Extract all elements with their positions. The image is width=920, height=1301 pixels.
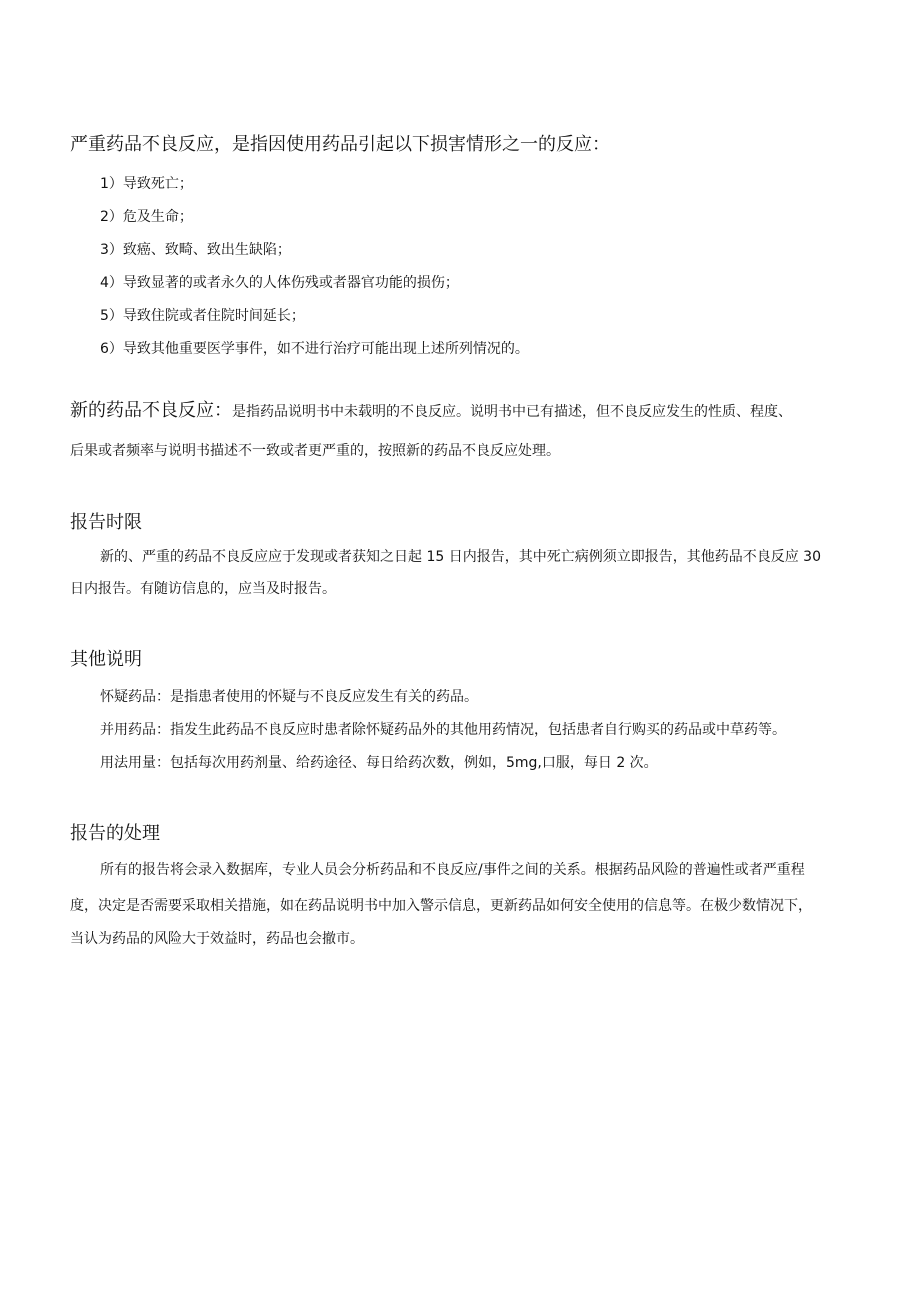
new-adr-definition-line-2: 后果或者频率与说明书描述不一致或者更严重的，按照新的药品不良反应处理。: [70, 443, 560, 459]
serious-adr-item-6: 6）导致其他重要医学事件，如不进行治疗可能出现上述所列情况的。: [100, 341, 529, 357]
other-notes-suspect-drug: 怀疑药品：是指患者使用的怀疑与不良反应发生有关的药品。: [100, 689, 478, 705]
handling-line-2: 度，决定是否需要采取相关措施，如在药品说明书中加入警示信息，更新药品如何安全使用的信息等。在极少数情况下，: [70, 898, 812, 914]
serious-adr-item-5: 5）导致住院或者住院时间延长；: [100, 308, 305, 324]
time-limit-line-2: 日内报告。有随访信息的，应当及时报告。: [70, 581, 336, 597]
time-limit-heading: 报告时限: [70, 512, 142, 533]
handling-line-3: 当认为药品的风险大于效益时，药品也会撤市。: [70, 931, 364, 947]
serious-adr-title: 严重药品不良反应，是指因使用药品引起以下损害情形之一的反应：: [70, 134, 610, 155]
new-adr-term: 新的药品不良反应：: [70, 400, 232, 421]
handling-line-1: 所有的报告将会录入数据库，专业人员会分析药品和不良反应/事件之间的关系。根据药品风险的普遍性或者严重程: [100, 862, 805, 878]
handling-heading: 报告的处理: [70, 823, 160, 844]
serious-adr-item-1: 1）导致死亡；: [100, 176, 193, 192]
new-adr-definition-line-1: 是指药品说明书中未载明的不良反应。说明书中已有描述，但不良反应发生的性质、程度、: [232, 404, 792, 420]
serious-adr-item-3: 3）致癌、致畸、致出生缺陷；: [100, 242, 291, 258]
other-notes-heading: 其他说明: [70, 649, 142, 670]
time-limit-line-1: 新的、严重的药品不良反应应于发现或者获知之日起 15 日内报告，其中死亡病例须立即报告，其他药品不良反应 30: [100, 549, 821, 565]
other-notes-dosage: 用法用量：包括每次用药剂量、给药途径、每日给药次数，例如，5mg,口服，每日 2 次。: [100, 755, 658, 771]
new-adr-paragraph: [70, 402, 792, 421]
serious-adr-item-4: 4）导致显著的或者永久的人体伤残或者器官功能的损伤；: [100, 275, 459, 291]
serious-adr-item-2: 2）危及生命；: [100, 209, 193, 225]
other-notes-concomitant-drug: 并用药品：指发生此药品不良反应时患者除怀疑药品外的其他用药情况，包括患者自行购买的药品或中草药等。: [100, 722, 786, 738]
